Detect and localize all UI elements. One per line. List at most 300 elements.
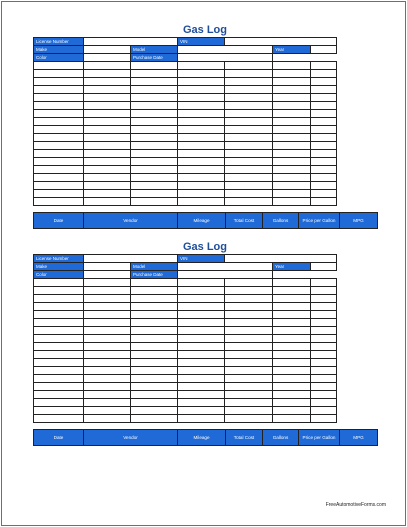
total-cost-cell[interactable]: [178, 343, 225, 351]
date-cell[interactable]: [34, 62, 84, 70]
date-cell[interactable]: [34, 343, 84, 351]
col-header-total-cost: Total Cost: [226, 213, 263, 229]
make-field[interactable]: [84, 46, 131, 54]
vendor-cell[interactable]: [84, 126, 131, 134]
gas-log-section: [33, 24, 377, 229]
model-label: Model: [131, 46, 178, 54]
gallons-cell[interactable]: [225, 150, 273, 158]
mileage-cell[interactable]: [131, 126, 178, 134]
total-cost-cell[interactable]: [178, 407, 225, 415]
total-cost-cell[interactable]: [178, 295, 225, 303]
total-cost-cell[interactable]: [178, 303, 225, 311]
mpg-cell[interactable]: [311, 174, 337, 182]
entry-row: [34, 174, 337, 182]
vendor-cell[interactable]: [84, 287, 131, 295]
gallons-cell[interactable]: [225, 190, 273, 198]
price-per-gallon-cell[interactable]: [273, 367, 311, 375]
color-field[interactable]: [84, 271, 131, 279]
gallons-cell[interactable]: [225, 62, 273, 70]
price-per-gallon-cell[interactable]: [273, 126, 311, 134]
total-cost-cell[interactable]: [178, 102, 225, 110]
date-cell[interactable]: [34, 118, 84, 126]
mpg-cell[interactable]: [311, 359, 337, 367]
vin-label: VIN: [178, 255, 225, 263]
mpg-cell[interactable]: [311, 319, 337, 327]
date-cell[interactable]: [34, 415, 84, 423]
total-cost-cell[interactable]: [178, 359, 225, 367]
price-per-gallon-cell[interactable]: [273, 134, 311, 142]
total-cost-cell[interactable]: [178, 78, 225, 86]
license-number-label: License Number: [34, 255, 84, 263]
col-header-mpg: MPG: [340, 213, 378, 229]
price-per-gallon-cell[interactable]: [273, 190, 311, 198]
price-per-gallon-cell[interactable]: [273, 359, 311, 367]
mileage-cell[interactable]: [131, 158, 178, 166]
mpg-cell[interactable]: [311, 94, 337, 102]
vendor-cell[interactable]: [84, 383, 131, 391]
total-cost-cell[interactable]: [178, 70, 225, 78]
gallons-cell[interactable]: [225, 367, 273, 375]
mileage-cell[interactable]: [131, 86, 178, 94]
vendor-cell[interactable]: [84, 351, 131, 359]
mileage-cell[interactable]: [131, 94, 178, 102]
log-title: Gas Log: [182, 241, 227, 253]
mpg-cell[interactable]: [311, 190, 337, 198]
price-per-gallon-cell[interactable]: [273, 295, 311, 303]
vendor-cell[interactable]: [84, 367, 131, 375]
date-cell[interactable]: [34, 86, 84, 94]
total-cost-cell[interactable]: [178, 327, 225, 335]
price-per-gallon-cell[interactable]: [273, 327, 311, 335]
date-cell[interactable]: [34, 142, 84, 150]
col-header-vendor: Vendor: [84, 430, 178, 446]
total-cost-cell[interactable]: [178, 279, 225, 287]
vendor-cell[interactable]: [84, 150, 131, 158]
price-per-gallon-cell[interactable]: [273, 319, 311, 327]
mpg-cell[interactable]: [311, 303, 337, 311]
mpg-cell[interactable]: [311, 399, 337, 407]
date-cell[interactable]: [34, 407, 84, 415]
total-cost-cell[interactable]: [178, 174, 225, 182]
date-cell[interactable]: [34, 102, 84, 110]
mpg-cell[interactable]: [311, 86, 337, 94]
price-per-gallon-cell[interactable]: [273, 166, 311, 174]
date-cell[interactable]: [34, 391, 84, 399]
date-cell[interactable]: [34, 351, 84, 359]
mileage-cell[interactable]: [131, 78, 178, 86]
make-label: Make: [34, 263, 84, 271]
log-title: Gas Log: [182, 24, 227, 36]
total-cost-cell[interactable]: [178, 118, 225, 126]
date-cell[interactable]: [34, 198, 84, 206]
vendor-cell[interactable]: [84, 375, 131, 383]
entry-row: [34, 70, 337, 78]
total-cost-cell[interactable]: [178, 287, 225, 295]
mpg-cell[interactable]: [311, 198, 337, 206]
date-cell[interactable]: [34, 110, 84, 118]
vendor-cell[interactable]: [84, 174, 131, 182]
price-per-gallon-cell[interactable]: [273, 351, 311, 359]
footer-site-credit: FreeAutomotiveForms.com: [325, 502, 386, 508]
mpg-cell[interactable]: [311, 166, 337, 174]
mileage-cell[interactable]: [131, 198, 178, 206]
mpg-cell[interactable]: [311, 70, 337, 78]
mpg-cell[interactable]: [311, 279, 337, 287]
price-per-gallon-cell[interactable]: [273, 383, 311, 391]
total-cost-cell[interactable]: [178, 198, 225, 206]
mileage-cell[interactable]: [131, 182, 178, 190]
date-cell[interactable]: [34, 311, 84, 319]
total-cost-cell[interactable]: [178, 142, 225, 150]
vendor-cell[interactable]: [84, 110, 131, 118]
gallons-cell[interactable]: [225, 134, 273, 142]
gallons-cell[interactable]: [225, 287, 273, 295]
date-cell[interactable]: [34, 174, 84, 182]
date-cell[interactable]: [34, 126, 84, 134]
mpg-cell[interactable]: [311, 311, 337, 319]
vendor-cell[interactable]: [84, 102, 131, 110]
price-per-gallon-cell[interactable]: [273, 118, 311, 126]
total-cost-cell[interactable]: [178, 86, 225, 94]
price-per-gallon-cell[interactable]: [273, 150, 311, 158]
gallons-cell[interactable]: [225, 343, 273, 351]
date-cell[interactable]: [34, 319, 84, 327]
mileage-cell[interactable]: [131, 311, 178, 319]
gallons-cell[interactable]: [225, 126, 273, 134]
price-per-gallon-cell[interactable]: [273, 62, 311, 70]
vendor-cell[interactable]: [84, 279, 131, 287]
mileage-cell[interactable]: [131, 118, 178, 126]
mileage-cell[interactable]: [131, 295, 178, 303]
license-number-field[interactable]: [84, 255, 178, 263]
mileage-cell[interactable]: [131, 351, 178, 359]
price-per-gallon-cell[interactable]: [273, 279, 311, 287]
mileage-cell[interactable]: [131, 407, 178, 415]
total-cost-cell[interactable]: [178, 319, 225, 327]
mileage-cell[interactable]: [131, 391, 178, 399]
mileage-cell[interactable]: [131, 70, 178, 78]
gallons-cell[interactable]: [225, 303, 273, 311]
col-header-mileage: Mileage: [178, 430, 226, 446]
gallons-cell[interactable]: [225, 70, 273, 78]
mpg-cell[interactable]: [311, 182, 337, 190]
col-header-vendor: Vendor: [84, 213, 178, 229]
entry-row: [34, 118, 337, 126]
total-cost-cell[interactable]: [178, 190, 225, 198]
date-cell[interactable]: [34, 190, 84, 198]
gallons-cell[interactable]: [225, 359, 273, 367]
mileage-cell[interactable]: [131, 190, 178, 198]
total-cost-cell[interactable]: [178, 311, 225, 319]
price-per-gallon-cell[interactable]: [273, 343, 311, 351]
date-cell[interactable]: [34, 279, 84, 287]
col-header-total-cost: Total Cost: [226, 430, 263, 446]
price-per-gallon-cell[interactable]: [273, 399, 311, 407]
date-cell[interactable]: [34, 78, 84, 86]
mpg-cell[interactable]: [311, 102, 337, 110]
vendor-cell[interactable]: [84, 62, 131, 70]
price-per-gallon-cell[interactable]: [273, 303, 311, 311]
gallons-cell[interactable]: [225, 118, 273, 126]
price-per-gallon-cell[interactable]: [273, 102, 311, 110]
vendor-cell[interactable]: [84, 166, 131, 174]
price-per-gallon-cell[interactable]: [273, 415, 311, 423]
mpg-cell[interactable]: [311, 343, 337, 351]
fuel-entries-table: [33, 212, 378, 229]
mpg-cell[interactable]: [311, 327, 337, 335]
vin-label: VIN: [178, 38, 225, 46]
vendor-cell[interactable]: [84, 303, 131, 311]
entry-row: [34, 182, 337, 190]
purchase-date-label: Purchase Date: [131, 54, 178, 62]
total-cost-cell[interactable]: [178, 335, 225, 343]
total-cost-cell[interactable]: [178, 94, 225, 102]
mileage-cell[interactable]: [131, 375, 178, 383]
total-cost-cell[interactable]: [178, 399, 225, 407]
gallons-cell[interactable]: [225, 158, 273, 166]
gallons-cell[interactable]: [225, 351, 273, 359]
gallons-cell[interactable]: [225, 78, 273, 86]
mileage-cell[interactable]: [131, 335, 178, 343]
mileage-cell[interactable]: [131, 62, 178, 70]
vendor-cell[interactable]: [84, 407, 131, 415]
total-cost-cell[interactable]: [178, 62, 225, 70]
gallons-cell[interactable]: [225, 407, 273, 415]
gallons-cell[interactable]: [225, 335, 273, 343]
total-cost-cell[interactable]: [178, 150, 225, 158]
col-header-mileage: Mileage: [178, 213, 226, 229]
date-cell[interactable]: [34, 182, 84, 190]
vendor-cell[interactable]: [84, 311, 131, 319]
gallons-cell[interactable]: [225, 94, 273, 102]
mileage-cell[interactable]: [131, 319, 178, 327]
total-cost-cell[interactable]: [178, 166, 225, 174]
date-cell[interactable]: [34, 70, 84, 78]
vendor-cell[interactable]: [84, 134, 131, 142]
date-cell[interactable]: [34, 383, 84, 391]
vendor-cell[interactable]: [84, 190, 131, 198]
mpg-cell[interactable]: [311, 118, 337, 126]
gallons-cell[interactable]: [225, 415, 273, 423]
date-cell[interactable]: [34, 327, 84, 335]
mpg-cell[interactable]: [311, 134, 337, 142]
total-cost-cell[interactable]: [178, 158, 225, 166]
entry-row: [34, 78, 337, 86]
vendor-cell[interactable]: [84, 295, 131, 303]
vendor-cell[interactable]: [84, 335, 131, 343]
entry-row: [34, 94, 337, 102]
total-cost-cell[interactable]: [178, 383, 225, 391]
mpg-cell[interactable]: [311, 375, 337, 383]
price-per-gallon-cell[interactable]: [273, 70, 311, 78]
mpg-cell[interactable]: [311, 150, 337, 158]
mileage-cell[interactable]: [131, 359, 178, 367]
purchase-date-field[interactable]: [178, 271, 273, 279]
vendor-cell[interactable]: [84, 319, 131, 327]
total-cost-cell[interactable]: [178, 110, 225, 118]
vendor-cell[interactable]: [84, 182, 131, 190]
gallons-cell[interactable]: [225, 86, 273, 94]
gallons-cell[interactable]: [225, 327, 273, 335]
vendor-cell[interactable]: [84, 343, 131, 351]
total-cost-cell[interactable]: [178, 182, 225, 190]
license-number-field[interactable]: [84, 38, 178, 46]
year-label: Year: [273, 263, 311, 271]
entry-row: [34, 295, 337, 303]
vin-field[interactable]: [225, 38, 337, 46]
gallons-cell[interactable]: [225, 295, 273, 303]
date-cell[interactable]: [34, 150, 84, 158]
mpg-cell[interactable]: [311, 367, 337, 375]
mpg-cell[interactable]: [311, 110, 337, 118]
price-per-gallon-cell[interactable]: [273, 78, 311, 86]
gallons-cell[interactable]: [225, 279, 273, 287]
vendor-cell[interactable]: [84, 198, 131, 206]
mpg-cell[interactable]: [311, 126, 337, 134]
mileage-cell[interactable]: [131, 399, 178, 407]
gallons-cell[interactable]: [225, 174, 273, 182]
mileage-cell[interactable]: [131, 383, 178, 391]
make-field[interactable]: [84, 263, 131, 271]
mileage-cell[interactable]: [131, 415, 178, 423]
date-cell[interactable]: [34, 335, 84, 343]
date-cell[interactable]: [34, 295, 84, 303]
date-cell[interactable]: [34, 375, 84, 383]
vendor-cell[interactable]: [84, 94, 131, 102]
mileage-cell[interactable]: [131, 174, 178, 182]
mileage-cell[interactable]: [131, 166, 178, 174]
date-cell[interactable]: [34, 367, 84, 375]
price-per-gallon-cell[interactable]: [273, 182, 311, 190]
mileage-cell[interactable]: [131, 279, 178, 287]
mileage-cell[interactable]: [131, 142, 178, 150]
year-field[interactable]: [311, 46, 337, 54]
gallons-cell[interactable]: [225, 102, 273, 110]
mileage-cell[interactable]: [131, 343, 178, 351]
mpg-cell[interactable]: [311, 415, 337, 423]
gallons-cell[interactable]: [225, 142, 273, 150]
total-cost-cell[interactable]: [178, 375, 225, 383]
date-cell[interactable]: [34, 94, 84, 102]
entry-row: [34, 383, 337, 391]
price-per-gallon-cell[interactable]: [273, 198, 311, 206]
date-cell[interactable]: [34, 166, 84, 174]
mpg-cell[interactable]: [311, 335, 337, 343]
mpg-cell[interactable]: [311, 351, 337, 359]
mileage-cell[interactable]: [131, 367, 178, 375]
model-field[interactable]: [178, 263, 273, 271]
year-field[interactable]: [311, 263, 337, 271]
total-cost-cell[interactable]: [178, 391, 225, 399]
vendor-cell[interactable]: [84, 118, 131, 126]
header-row: [34, 213, 378, 229]
vendor-cell[interactable]: [84, 142, 131, 150]
purchase-date-field[interactable]: [178, 54, 273, 62]
price-per-gallon-cell[interactable]: [273, 391, 311, 399]
total-cost-cell[interactable]: [178, 351, 225, 359]
price-per-gallon-cell[interactable]: [273, 335, 311, 343]
date-cell[interactable]: [34, 359, 84, 367]
vendor-cell[interactable]: [84, 327, 131, 335]
date-cell[interactable]: [34, 287, 84, 295]
vendor-cell[interactable]: [84, 158, 131, 166]
mpg-cell[interactable]: [311, 142, 337, 150]
color-field[interactable]: [84, 54, 131, 62]
model-field[interactable]: [178, 46, 273, 54]
total-cost-cell[interactable]: [178, 367, 225, 375]
vendor-cell[interactable]: [84, 359, 131, 367]
total-cost-cell[interactable]: [178, 134, 225, 142]
gallons-cell[interactable]: [225, 375, 273, 383]
vin-field[interactable]: [225, 255, 337, 263]
total-cost-cell[interactable]: [178, 415, 225, 423]
price-per-gallon-cell[interactable]: [273, 375, 311, 383]
vehicle-info-table: [33, 37, 337, 206]
price-per-gallon-cell[interactable]: [273, 407, 311, 415]
date-cell[interactable]: [34, 134, 84, 142]
vendor-cell[interactable]: [84, 391, 131, 399]
price-per-gallon-cell[interactable]: [273, 287, 311, 295]
date-cell[interactable]: [34, 303, 84, 311]
price-per-gallon-cell[interactable]: [273, 158, 311, 166]
gas-log-section: [33, 241, 377, 446]
mpg-cell[interactable]: [311, 407, 337, 415]
mpg-cell[interactable]: [311, 78, 337, 86]
gallons-cell[interactable]: [225, 311, 273, 319]
mileage-cell[interactable]: [131, 327, 178, 335]
vendor-cell[interactable]: [84, 78, 131, 86]
mpg-cell[interactable]: [311, 391, 337, 399]
mileage-cell[interactable]: [131, 134, 178, 142]
vendor-cell[interactable]: [84, 399, 131, 407]
mpg-cell[interactable]: [311, 383, 337, 391]
vendor-cell[interactable]: [84, 86, 131, 94]
price-per-gallon-cell[interactable]: [273, 94, 311, 102]
mileage-cell[interactable]: [131, 303, 178, 311]
price-per-gallon-cell[interactable]: [273, 311, 311, 319]
mpg-cell[interactable]: [311, 158, 337, 166]
entry-row: [34, 335, 337, 343]
gallons-cell[interactable]: [225, 182, 273, 190]
vendor-cell[interactable]: [84, 70, 131, 78]
date-cell[interactable]: [34, 158, 84, 166]
mpg-cell[interactable]: [311, 287, 337, 295]
price-per-gallon-cell[interactable]: [273, 86, 311, 94]
gallons-cell[interactable]: [225, 110, 273, 118]
total-cost-cell[interactable]: [178, 126, 225, 134]
price-per-gallon-cell[interactable]: [273, 174, 311, 182]
mileage-cell[interactable]: [131, 110, 178, 118]
price-per-gallon-cell[interactable]: [273, 142, 311, 150]
gallons-cell[interactable]: [225, 198, 273, 206]
mileage-cell[interactable]: [131, 102, 178, 110]
gallons-cell[interactable]: [225, 391, 273, 399]
gallons-cell[interactable]: [225, 399, 273, 407]
mpg-cell[interactable]: [311, 295, 337, 303]
mileage-cell[interactable]: [131, 287, 178, 295]
gallons-cell[interactable]: [225, 166, 273, 174]
price-per-gallon-cell[interactable]: [273, 110, 311, 118]
make-label: Make: [34, 46, 84, 54]
mpg-cell[interactable]: [311, 62, 337, 70]
mileage-cell[interactable]: [131, 150, 178, 158]
entry-row: [34, 343, 337, 351]
entry-row: [34, 158, 337, 166]
gallons-cell[interactable]: [225, 383, 273, 391]
gallons-cell[interactable]: [225, 319, 273, 327]
date-cell[interactable]: [34, 399, 84, 407]
vendor-cell[interactable]: [84, 415, 131, 423]
